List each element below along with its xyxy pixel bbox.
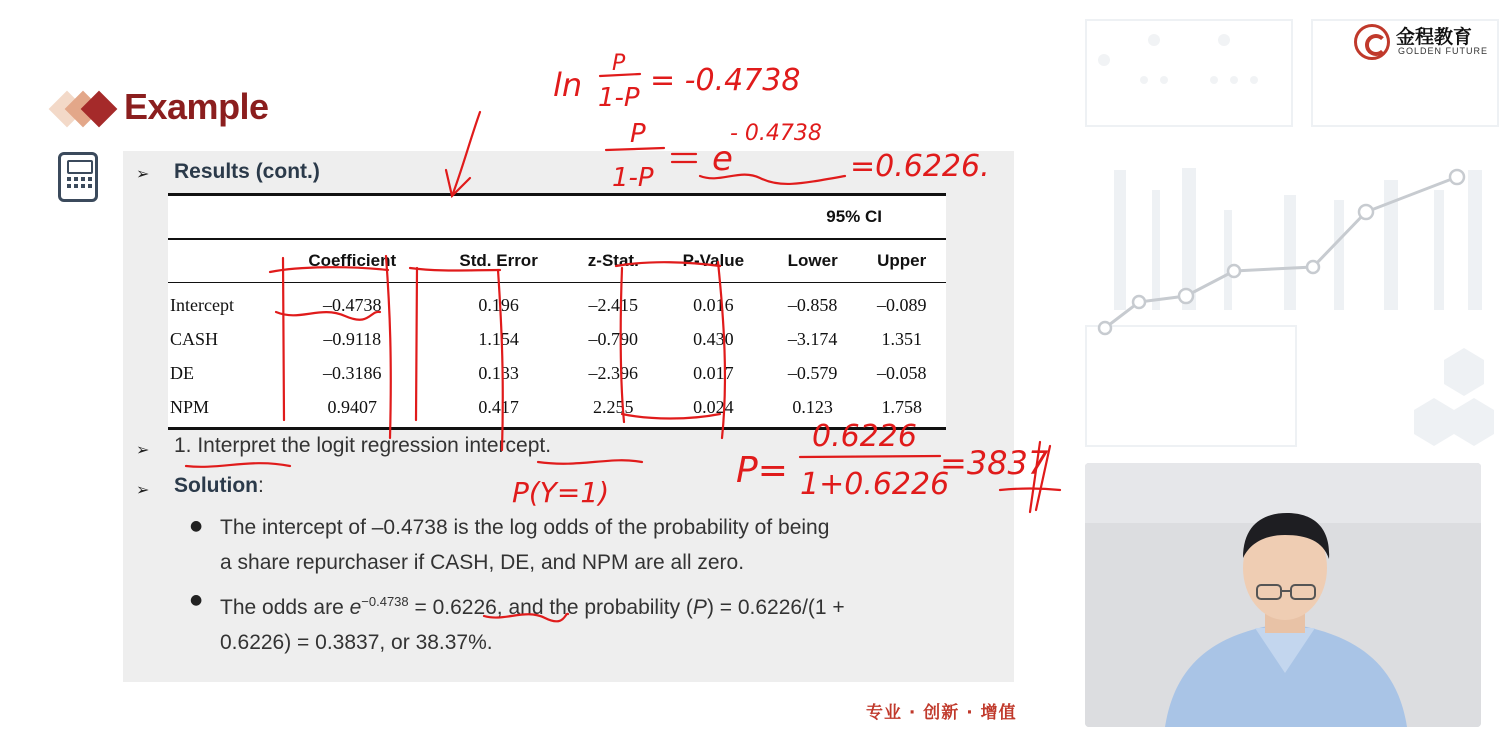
regression-table (168, 193, 946, 430)
table-cell: –0.858 (787, 294, 838, 315)
table-cell: 1.758 (857, 390, 946, 429)
table-cell: –0.089 (876, 294, 927, 315)
svg-text:=3837: =3837 (940, 444, 1049, 482)
svg-text:=0.6226.: =0.6226. (850, 149, 990, 184)
solution-bullet-1-line-1: The intercept of –0.4738 is the log odds of the probability of being (220, 516, 830, 539)
column-header: P-Value (659, 240, 768, 283)
svg-text:- 0.4738: - 0.4738 (730, 121, 822, 146)
svg-text:P(Y=1): P(Y=1) (512, 476, 610, 509)
table-row (168, 322, 946, 356)
table-cell: DE (170, 362, 194, 383)
arrow-bullet-icon: ➢ (136, 164, 150, 183)
table-cell: –3.174 (787, 328, 838, 349)
svg-text:1-P: 1-P (598, 83, 640, 113)
svg-text:1-P: 1-P (612, 163, 654, 193)
bullet-dot-icon: ● (190, 518, 203, 534)
solution-bullet-2 (220, 584, 1000, 660)
svg-text:P=: P= (736, 450, 788, 491)
svg-text:P: P (630, 119, 646, 149)
table-cell: –2.415 (588, 294, 639, 315)
table-row (168, 283, 946, 323)
svg-text:e: e (712, 139, 733, 179)
svg-text:P: P (612, 51, 626, 76)
column-header: Lower (768, 240, 858, 283)
arrow-bullet-icon: ➢ (136, 440, 150, 459)
page-title: Example (124, 86, 269, 127)
solution-bullet-2-line-2: 0.6226) = 0.3837, or 38.37%. (220, 631, 493, 654)
arrow-bullet-icon: ➢ (136, 480, 150, 499)
question-text: 1. Interpret the logit regression intercept. (174, 434, 552, 457)
svg-text:= -0.4738: = -0.4738 (650, 63, 801, 98)
logo-name: 金程教育 (1396, 26, 1473, 48)
column-header: z-Stat. (568, 240, 659, 283)
table-cell: –0.9118 (323, 328, 382, 349)
table-cell: 0.430 (693, 328, 734, 349)
table-cell: 2.255 (568, 390, 659, 429)
table-cell: 0.196 (478, 294, 519, 315)
column-header (168, 240, 275, 283)
table-cell: –0.579 (787, 362, 838, 383)
table-cell: 0.024 (659, 390, 768, 429)
company-logo (1354, 22, 1489, 62)
table-cell: CASH (170, 328, 219, 349)
column-header: Coefficient (275, 240, 429, 283)
results-heading: Results (cont.) (174, 160, 320, 183)
footer-slogan: 专业 · 创新 · 增值 (866, 703, 1017, 723)
table-cell: 0.417 (429, 390, 567, 429)
table-cell: 1.351 (881, 328, 922, 349)
table-cell: –0.790 (588, 328, 639, 349)
logo-mark-icon (1354, 24, 1390, 60)
table-cell: –0.058 (876, 362, 927, 383)
svg-text:ln: ln (553, 66, 583, 104)
presenter-video (1085, 463, 1481, 727)
calculator-icon (58, 152, 98, 202)
slide-header (40, 82, 340, 138)
table-cell: 0.017 (693, 362, 734, 383)
solution-bullet-2-line-1: The odds are $e^{-0.4738} = 0.6226$, and the probability (P) = 0.6226/(1 + (220, 594, 845, 619)
table-cell: 0.9407 (275, 390, 429, 429)
table-header-row (168, 240, 946, 283)
table-cell: 0.016 (693, 294, 734, 315)
solution-bullet-1 (220, 510, 1000, 580)
table-row (168, 390, 946, 429)
column-header: Upper (857, 240, 946, 283)
table-cell: –2.396 (588, 362, 639, 383)
table-cell: 1.154 (478, 328, 519, 349)
table-cell: –0.4738 (322, 294, 382, 315)
table-cell: Intercept (170, 294, 234, 315)
solution-colon: : (257, 474, 264, 497)
presenter-figure (1085, 463, 1481, 727)
table-cell: 0.123 (768, 390, 858, 429)
solution-label: Solution (174, 474, 258, 497)
table-cell: –0.3186 (322, 362, 382, 383)
background-infographic (1084, 0, 1500, 462)
table-cell: NPM (168, 390, 275, 429)
logo-subtitle: GOLDEN FUTURE (1398, 46, 1489, 56)
svg-text:1+0.6226: 1+0.6226 (800, 467, 950, 502)
column-header: Std. Error (429, 240, 567, 283)
bullet-dot-icon: ● (190, 592, 203, 608)
solution-bullet-1-line-2: a share repurchaser if CASH, DE, and NPM are all zero. (220, 551, 745, 574)
ci-header-row (168, 193, 946, 240)
ci-label: 95% CI (826, 207, 882, 226)
table-row (168, 356, 946, 390)
svg-text:0.6226: 0.6226 (812, 419, 917, 454)
solution-heading (174, 474, 264, 498)
table-cell: 0.133 (478, 362, 519, 383)
